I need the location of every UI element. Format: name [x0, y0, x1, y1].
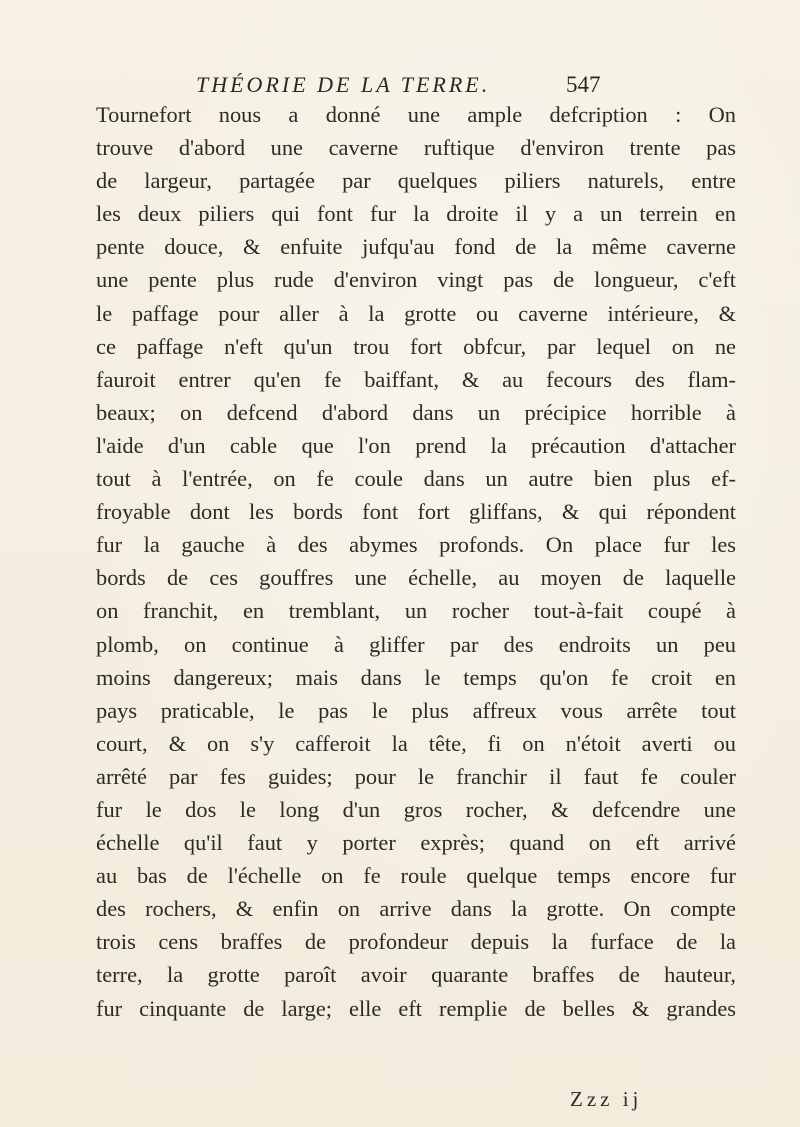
- text-line: fauroit entrer qu'en fe baiffant, & au fecours des flam-: [96, 366, 736, 392]
- text-line: beaux; on defcend d'abord dans un précipice horrible à: [96, 399, 736, 425]
- body-text: [96, 98, 736, 1025]
- running-title: THÉORIE DE LA TERRE.: [196, 72, 491, 97]
- text-line: pays praticable, le pas le plus affreux vous arrête tout: [96, 697, 736, 723]
- text-line: une pente plus rude d'environ vingt pas de longueur, c'eft: [96, 267, 736, 293]
- text-line: froyable dont les bords font fort gliffans, & qui répondent: [96, 499, 736, 525]
- text-line: échelle qu'il faut y porter exprès; quand on eft arrivé: [96, 830, 736, 856]
- text-line: moins dangereux; mais dans le temps qu'on fe croit en: [96, 664, 736, 690]
- text-line: le paffage pour aller à la grotte ou caverne intérieure, &: [96, 300, 736, 326]
- text-line: trouve d'abord une caverne ruftique d'environ trente pas: [96, 135, 736, 161]
- text-line: tout à l'entrée, on fe coule dans un autre bien plus ef-: [96, 466, 736, 492]
- text-line: plomb, on continue à gliffer par des endroits un peu: [96, 631, 736, 657]
- signature-mark: Zzz ij: [570, 1087, 643, 1111]
- text-line: au bas de l'échelle on fe roule quelque temps encore fur: [96, 863, 736, 889]
- text-line: bords de ces gouffres une échelle, au moyen de laquelle: [96, 565, 736, 591]
- text-line: on franchit, en tremblant, un rocher tout-à-fait coupé à: [96, 598, 736, 624]
- text-line: arrêté par fes guides; pour le franchir il faut fe couler: [96, 763, 736, 789]
- text-line: fur cinquante de large; elle eft remplie de belles & grandes: [96, 995, 736, 1021]
- text-line: pente douce, & enfuite jufqu'au fond de la même caverne: [96, 234, 736, 260]
- text-line: fur le dos le long d'un gros rocher, & defcendre une: [96, 796, 736, 822]
- text-line: des rochers, & enfin on arrive dans la grotte. On compte: [96, 896, 736, 922]
- text-line: de largeur, partagée par quelques piliers naturels, entre: [96, 168, 736, 194]
- page-number: 547: [566, 72, 601, 97]
- text-line: trois cens braffes de profondeur depuis la furface de la: [96, 929, 736, 955]
- text-line: ce paffage n'eft qu'un trou fort obfcur, par lequel on ne: [96, 333, 736, 359]
- text-line: court, & on s'y cafferoit la tête, fi on n'étoit averti ou: [96, 730, 736, 756]
- text-line: l'aide d'un cable que l'on prend la précaution d'attacher: [96, 432, 736, 458]
- text-line: Tournefort nous a donné une ample defcription : On: [96, 102, 736, 127]
- text-line: terre, la grotte paroît avoir quarante braffes de hauteur,: [96, 962, 736, 988]
- text-line: fur la gauche à des abymes profonds. On place fur les: [96, 532, 736, 558]
- text-line: les deux piliers qui font fur la droite il y a un terrein en: [96, 201, 736, 227]
